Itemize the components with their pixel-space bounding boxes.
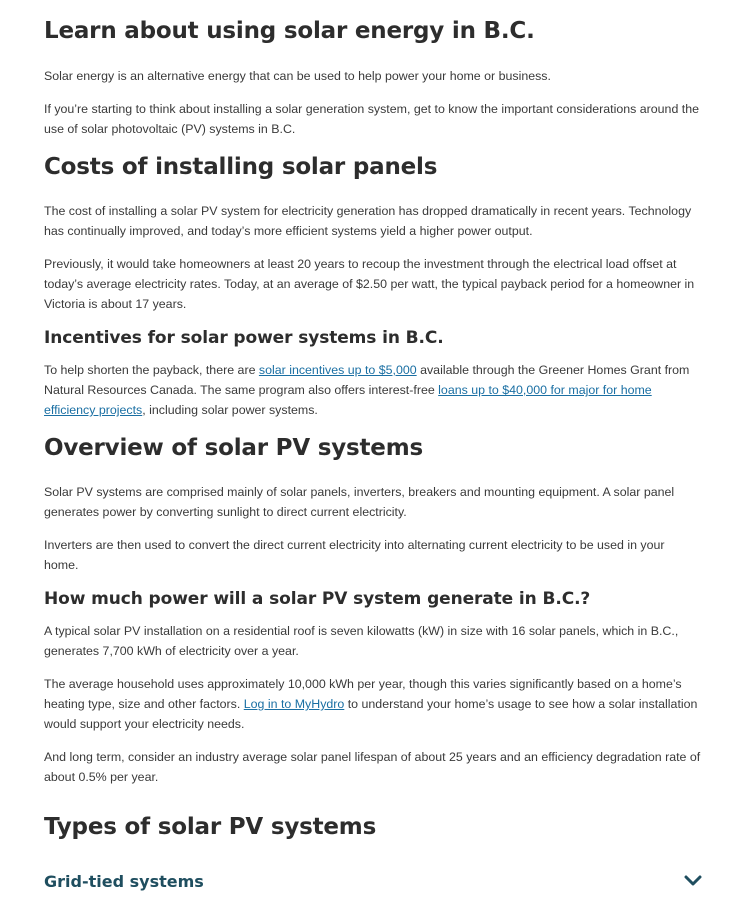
incentives-text-a: To help shorten the payback, there are	[44, 363, 259, 377]
types-heading: Types of solar PV systems	[44, 814, 377, 840]
incentives-paragraph	[44, 360, 702, 420]
power-paragraph-2	[44, 674, 702, 734]
costs-paragraph-1: The cost of installing a solar PV system for electricity generation has dropped dramatically in recent years. Technology has continually improved, and today’s more efficient systems yield a higher power output.	[44, 204, 692, 238]
solar-incentives-link[interactable]: solar incentives up to $5,000	[258, 363, 417, 377]
power-text-a: The average household uses approximately 10,000 kWh per year, though this varies significantly based on a home’s heating type, size and other factors.	[44, 677, 682, 711]
intro-paragraph-2: If you’re starting to think about installing a solar generation system, get to know the important considerations around the use of solar photovoltaic (PV) systems in B.C.	[44, 102, 700, 136]
power-text-b: to understand your home’s usage to see how a solar installation would support your electricity needs.	[44, 697, 698, 731]
incentives-heading: Incentives for solar power systems in B.C.	[44, 328, 444, 348]
grid-tied-accordion[interactable]	[44, 870, 704, 892]
overview-paragraph-1: Solar PV systems are comprised mainly of solar panels, inverters, breakers and mounting equipment. A solar panel generates power by converting sunlight to direct current electricity.	[44, 485, 675, 519]
costs-heading: Costs of installing solar panels	[44, 154, 438, 180]
chevron-down-icon[interactable]	[682, 870, 704, 892]
overview-paragraph-2: Inverters are then used to convert the direct current electricity into alternating current electricity to be used in your home.	[44, 538, 665, 572]
incentives-text-c: , including solar power systems.	[142, 403, 318, 417]
accordion-title[interactable]: Grid-tied systems	[44, 871, 204, 891]
incentives-text-b: available through the Greener Homes Grant from Natural Resources Canada. The same program also offers interest-free	[44, 363, 690, 397]
costs-paragraph-2: Previously, it would take homeowners at least 20 years to recoup the investment through the electrical load offset at today’s average electricity rates. Today, at an average of $2.50 per watt, the typical payback period for a homeowner in Victoria is about 17 years.	[44, 257, 695, 311]
myhydro-login-link[interactable]: Log in to MyHydro	[243, 697, 345, 711]
power-paragraph-1: A typical solar PV installation on a residential roof is seven kilowatts (kW) in size with 16 solar panels, which in B.C., generates 7,700 kWh of electricity over a year.	[44, 624, 679, 658]
power-heading: How much power will a solar PV system generate in B.C.?	[44, 589, 591, 609]
overview-heading: Overview of solar PV systems	[44, 435, 423, 461]
power-paragraph-3: And long term, consider an industry average solar panel lifespan of about 25 years and an efficiency degradation rate of about 0.5% per year.	[44, 750, 701, 784]
page-title: Learn about using solar energy in B.C.	[44, 18, 535, 44]
loans-link[interactable]: loans up to $40,000 for major for home efficiency projects	[44, 383, 652, 417]
intro-paragraph-1: Solar energy is an alternative energy that can be used to help power your home or business.	[44, 69, 551, 83]
